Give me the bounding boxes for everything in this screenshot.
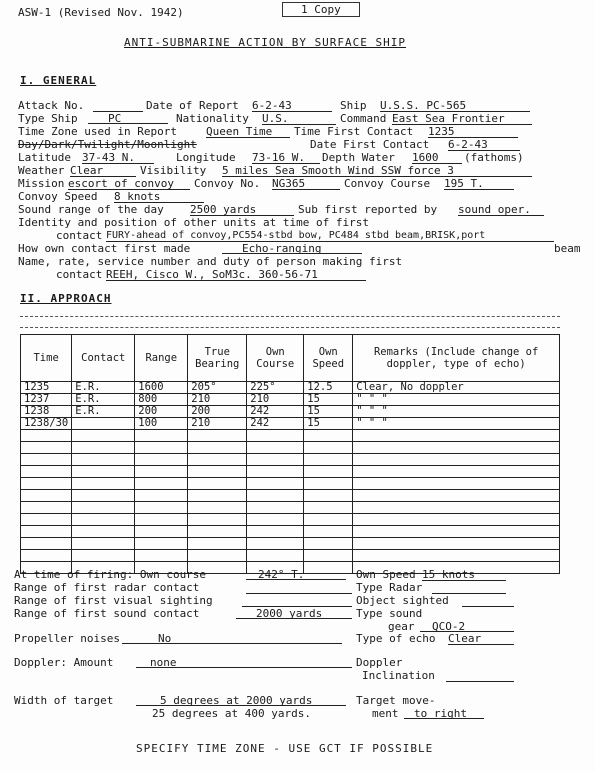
type-echo-field: Clear — [448, 632, 514, 645]
radar-range-label: Range of first radar contact — [14, 581, 200, 594]
table-cell: 242 — [247, 406, 304, 418]
latitude-field: 37-43 N. — [82, 151, 154, 164]
table-row — [21, 382, 560, 394]
inclination-label: Inclination — [362, 669, 435, 682]
width-target-field-1: 5 degrees at 2000 yards — [136, 694, 346, 706]
target-movement-field: to right — [404, 707, 484, 719]
wind-value: SSW force 3 — [380, 164, 454, 177]
name-contact-field: REEH, Cisco W., SoM3c. 360-56-71 — [106, 268, 366, 281]
approach-table-header — [21, 335, 560, 382]
mission-field: escort of convoy — [68, 177, 190, 190]
weather-field: Clear — [70, 164, 136, 177]
form-title: ANTI-SUBMARINE ACTION BY SURFACE SHIP — [124, 36, 407, 49]
table-cell — [304, 442, 353, 454]
gear-field: QCO-2 — [420, 620, 514, 632]
col-range: Range — [135, 335, 188, 382]
depth-field: 1600 — [412, 151, 462, 164]
table-cell — [247, 514, 304, 526]
table-cell — [247, 490, 304, 502]
convoy-no-label: Convoy No. — [194, 177, 261, 190]
how-contact-label: How own contact first made — [18, 242, 191, 255]
time-zone-field: Queen Time — [206, 125, 290, 138]
col-true-bearing: True Bearing — [188, 335, 247, 382]
table-cell: 1600 — [135, 382, 188, 394]
radar-range-field — [246, 581, 352, 594]
table-cell — [304, 538, 353, 550]
table-row — [21, 442, 560, 454]
table-row — [21, 490, 560, 502]
table-row — [21, 430, 560, 442]
weather-label: Weather — [18, 164, 65, 177]
table-row — [21, 418, 560, 430]
table-cell: " " " — [353, 394, 560, 406]
table-cell — [353, 478, 560, 490]
table-row — [21, 406, 560, 418]
own-speed-field: 15 knots — [422, 568, 506, 581]
longitude-field: 73-16 W. — [252, 151, 320, 164]
command-field: East Sea Frontier — [392, 112, 532, 125]
identity-label: Identity and position of other units at time of first — [18, 216, 369, 229]
table-cell — [135, 502, 188, 514]
table-cell: 242 — [247, 418, 304, 430]
table-cell — [135, 454, 188, 466]
ship-field: U.S.S. PC-565 — [380, 99, 530, 112]
table-cell — [247, 442, 304, 454]
doppler-amount-label: Doppler: Amount — [14, 656, 114, 669]
table-cell — [247, 454, 304, 466]
table-cell — [72, 430, 135, 442]
depth-unit: (fathoms) — [464, 151, 524, 164]
table-row — [21, 394, 560, 406]
type-ship-field: PC — [88, 112, 168, 124]
sound-range-field: 2500 yards — [190, 203, 294, 216]
table-cell — [188, 430, 247, 442]
type-echo-label: Type of echo — [356, 632, 436, 645]
table-cell — [247, 478, 304, 490]
table-cell — [304, 526, 353, 538]
section-approach-heading: II. APPROACH — [20, 292, 112, 305]
table-cell — [72, 418, 135, 430]
convoy-course-field: 195 T. — [444, 177, 514, 190]
table-cell — [135, 466, 188, 478]
table-cell — [188, 490, 247, 502]
table-cell: 100 — [135, 418, 188, 430]
table-cell — [72, 514, 135, 526]
visibility-sea-wind-field — [222, 164, 532, 177]
target-movement-label: Target move- — [356, 694, 436, 707]
table-cell — [247, 502, 304, 514]
table-cell — [72, 550, 135, 562]
table-cell — [247, 550, 304, 562]
table-cell: " " " — [353, 418, 560, 430]
wind-label: Wind — [347, 164, 375, 177]
beam-word: beam — [554, 242, 581, 255]
latitude-label: Latitude — [18, 151, 71, 164]
table-cell: E.R. — [72, 406, 135, 418]
table-row — [21, 454, 560, 466]
date-report-label: Date of Report — [146, 99, 239, 112]
table-cell: 1238 — [21, 406, 72, 418]
name-rate-label: Name, rate, service number and duty of person making first — [18, 255, 403, 268]
table-cell — [304, 454, 353, 466]
table-cell — [72, 490, 135, 502]
visibility-value: 5 miles — [222, 164, 269, 177]
table-cell — [21, 526, 72, 538]
date-report-field: 6-2-43 — [252, 99, 332, 112]
visual-range-field — [242, 594, 352, 607]
col-own-speed: Own Speed — [304, 335, 353, 382]
table-cell — [353, 430, 560, 442]
table-cell: Clear, No doppler — [353, 382, 560, 394]
table-cell — [72, 442, 135, 454]
approach-table — [20, 334, 560, 574]
table-cell — [188, 454, 247, 466]
table-cell: 15 — [304, 406, 353, 418]
table-row — [21, 466, 560, 478]
table-cell — [188, 478, 247, 490]
convoy-course-label: Convoy Course — [344, 177, 431, 190]
approach-table-body — [21, 382, 560, 574]
object-sighted-field — [462, 594, 514, 607]
table-row — [21, 514, 560, 526]
table-cell — [21, 502, 72, 514]
section-general-heading: I. GENERAL — [20, 74, 97, 87]
table-cell: 12.5 — [304, 382, 353, 394]
table-cell — [304, 502, 353, 514]
sub-first-field: sound oper. — [458, 203, 544, 216]
other-units-field: FURY-ahead of convoy,PC554-stbd bow, PC484 stbd beam,BRISK,port — [106, 229, 554, 242]
contact-label: contact — [56, 229, 103, 242]
table-cell — [135, 442, 188, 454]
table-cell — [21, 514, 72, 526]
table-row — [21, 550, 560, 562]
table-cell — [353, 502, 560, 514]
table-cell — [188, 442, 247, 454]
table-cell — [21, 442, 72, 454]
table-cell — [135, 514, 188, 526]
table-cell — [21, 490, 72, 502]
table-cell — [21, 478, 72, 490]
table-cell: 15 — [304, 394, 353, 406]
table-cell — [353, 490, 560, 502]
table-cell — [135, 526, 188, 538]
table-cell: E.R. — [72, 394, 135, 406]
gear-label: gear — [388, 620, 415, 633]
own-speed-label: Own Speed — [356, 568, 416, 581]
longitude-label: Longitude — [176, 151, 236, 164]
table-cell — [247, 430, 304, 442]
sound-range-label: Sound range of the day — [18, 203, 164, 216]
type-radar-field — [432, 581, 506, 594]
table-cell — [72, 526, 135, 538]
table-cell — [353, 526, 560, 538]
table-row — [21, 478, 560, 490]
date-first-contact-field: 6-2-43 — [448, 138, 520, 151]
table-cell — [72, 538, 135, 550]
doppler-amount-field: none — [136, 656, 352, 668]
type-ship-label: Type Ship — [18, 112, 78, 125]
sound-range-first-label: Range of first sound contact — [14, 607, 200, 620]
table-cell: 1238/30 — [21, 418, 72, 430]
table-cell — [247, 538, 304, 550]
table-cell: 200 — [135, 406, 188, 418]
visual-range-label: Range of first visual sighting — [14, 594, 213, 607]
col-own-course: Own Course — [247, 335, 304, 382]
type-radar-label: Type Radar — [356, 581, 423, 594]
propeller-field: No — [122, 632, 342, 644]
col-time: Time — [21, 335, 72, 382]
table-cell — [353, 538, 560, 550]
table-cell: " " " — [353, 406, 560, 418]
table-row — [21, 538, 560, 550]
table-cell — [135, 538, 188, 550]
table-cell: 1237 — [21, 394, 72, 406]
table-cell — [247, 466, 304, 478]
table-cell — [21, 466, 72, 478]
table-cell — [188, 550, 247, 562]
attack-no-field — [93, 99, 143, 112]
table-cell — [135, 490, 188, 502]
table-cell — [304, 550, 353, 562]
table-cell — [72, 502, 135, 514]
table-cell — [353, 442, 560, 454]
depth-label: Depth Water — [322, 151, 395, 164]
command-label: Command — [340, 112, 387, 125]
table-cell — [304, 514, 353, 526]
table-cell — [304, 430, 353, 442]
table-cell — [135, 550, 188, 562]
table-cell — [188, 514, 247, 526]
sound-range-first-field: 2000 yards — [236, 607, 352, 619]
name-contact-label: contact — [56, 268, 103, 281]
table-cell — [135, 478, 188, 490]
nationality-label: Nationality — [176, 112, 249, 125]
table-cell: 205° — [188, 382, 247, 394]
table-cell: 210 — [188, 394, 247, 406]
time-first-contact-field: 1235 — [428, 125, 518, 138]
table-cell — [304, 466, 353, 478]
table-row — [21, 526, 560, 538]
table-cell — [72, 478, 135, 490]
table-cell — [188, 526, 247, 538]
table-cell — [353, 514, 560, 526]
table-cell — [188, 502, 247, 514]
table-cell: 15 — [304, 418, 353, 430]
table-cell — [21, 430, 72, 442]
at-time-firing-label: At time of firing: Own course — [14, 568, 207, 581]
table-top-dashed-line — [20, 316, 560, 317]
table-cell: 200 — [188, 406, 247, 418]
table-cell — [72, 466, 135, 478]
table-cell — [247, 526, 304, 538]
object-sighted-label: Object sighted — [356, 594, 449, 607]
table-cell — [353, 454, 560, 466]
width-target-field-2: 25 degrees at 400 yards. — [152, 707, 311, 720]
doppler-label: Doppler — [356, 656, 403, 669]
table-cell — [353, 550, 560, 562]
table-row — [21, 502, 560, 514]
day-dark-label: Day/Dark/Twilight/Moonlight — [18, 138, 197, 151]
table-cell — [304, 478, 353, 490]
type-sound-label: Type sound — [356, 607, 423, 620]
ment-label: ment — [372, 707, 399, 720]
convoy-no-field: NG365 — [272, 177, 340, 190]
table-cell — [304, 490, 353, 502]
table-cell: 210 — [247, 394, 304, 406]
table-cell — [135, 430, 188, 442]
nationality-field: U.S. — [262, 112, 336, 125]
table-cell — [21, 550, 72, 562]
col-remarks: Remarks (Include change of doppler, type of echo) — [353, 335, 560, 382]
copy-stamp: 1 Copy — [282, 2, 360, 17]
table-cell: 210 — [188, 418, 247, 430]
table-cell: 225° — [247, 382, 304, 394]
table-cell — [21, 454, 72, 466]
table-cell: 1235 — [21, 382, 72, 394]
mission-label: Mission — [18, 177, 65, 190]
table-cell — [188, 466, 247, 478]
table-cell: 800 — [135, 394, 188, 406]
date-first-contact-label: Date First Contact — [310, 138, 430, 151]
attack-no-label: Attack No. — [18, 99, 85, 112]
propeller-label: Propeller noises — [14, 632, 120, 645]
time-first-contact-label: Time First Contact — [294, 125, 414, 138]
table-cell — [353, 466, 560, 478]
footer-note: SPECIFY TIME ZONE - USE GCT IF POSSIBLE — [136, 742, 434, 755]
table-cell — [188, 538, 247, 550]
convoy-speed-label: Convoy Speed — [18, 190, 98, 203]
visibility-label: Visibility — [140, 164, 207, 177]
table-cell — [72, 454, 135, 466]
sub-first-label: Sub first reported by — [298, 203, 438, 216]
own-course-field: 242° T. — [246, 568, 346, 580]
how-contact-field: Echo-ranging — [222, 242, 362, 254]
width-target-label: Width of target — [14, 694, 114, 707]
table-top-dashed-line-2 — [20, 327, 560, 328]
inclination-field — [446, 669, 514, 682]
ship-label: Ship — [340, 99, 367, 112]
table-cell — [21, 538, 72, 550]
col-contact: Contact — [72, 335, 135, 382]
convoy-speed-field: 8 knots — [114, 190, 204, 203]
form-id: ASW-1 (Revised Nov. 1942) — [18, 6, 184, 19]
sea-value: Sea Smooth — [274, 164, 342, 177]
time-zone-label: Time Zone used in Report — [18, 125, 177, 138]
table-cell: E.R. — [72, 382, 135, 394]
